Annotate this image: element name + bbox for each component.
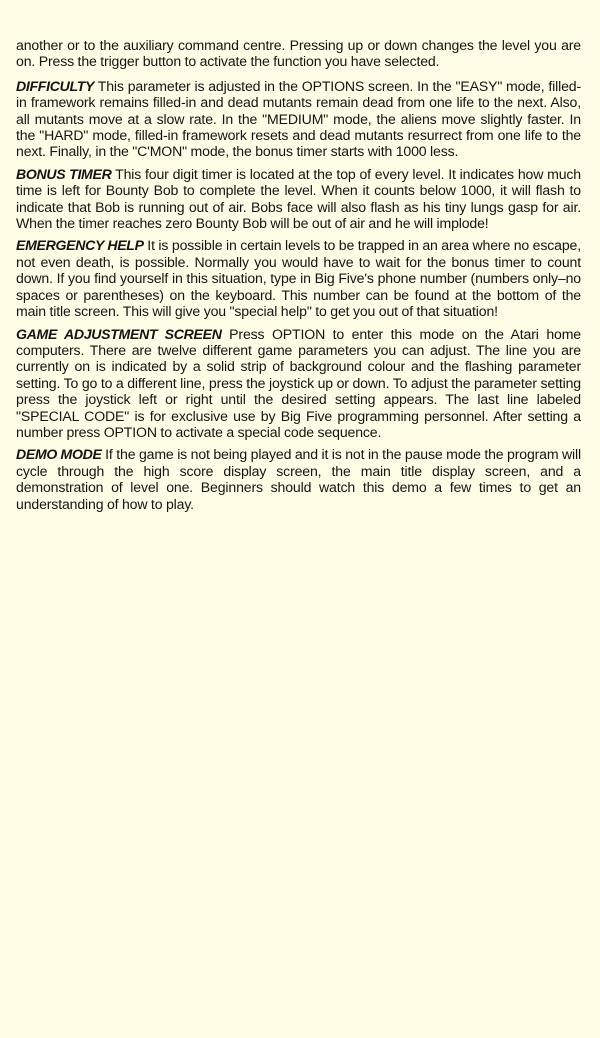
- intro-paragraph: another or to the auxiliary command centre. Pressing up or down changes the level you are on. Press the trigger button to activate the function you have selected.: [16, 37, 581, 70]
- demo-mode-section: [16, 446, 581, 512]
- section-heading-game-adjustment-screen: GAME ADJUSTMENT SCREEN: [16, 325, 222, 342]
- game-adjustment-screen-section: [16, 326, 581, 441]
- section-body-demo-mode: If the game is not being played and it is not in the pause mode the program will cycle through the high score display screen, the main title display screen, and a demonstration of level one. Beginners should watch this demo a few times to get an understanding of how to play.: [16, 446, 581, 512]
- section-body-difficulty: This parameter is adjusted in the OPTIONS screen. In the "EASY" mode, filled-in framework remains filled-in and dead mutants remain dead from one life to the next. Also, all mutants move at a slow rate. In the "MEDIUM" mode, the aliens move slightly faster. In the "HARD" mode, filled-in framework resets and dead mutants resurrect from one life to the next. Finally, in the "C'MON" mode, the bonus timer starts with 1000 less.: [16, 77, 581, 160]
- section-body-emergency-help: It is possible in certain levels to be trapped in an area where no escape, not even death, is possible. Normally you would have to wait for the bonus timer to count down. If you find yourself in this situation, type in Big Five's phone number (numbers only–no spaces or parentheses) on the keyboard. This number can be found at the bottom of the main title screen. This will give you "special help" to get you out of that situation!: [16, 237, 581, 320]
- emergency-help-section: [16, 237, 581, 319]
- text-column: [16, 37, 581, 518]
- section-heading-bonus-timer: BONUS TIMER: [16, 165, 112, 182]
- section-heading-difficulty: DIFFICULTY: [16, 77, 95, 94]
- section-heading-demo-mode: DEMO MODE: [16, 446, 102, 463]
- section-heading-emergency-help: EMERGENCY HELP: [16, 237, 144, 254]
- bonus-timer-section: [16, 166, 581, 232]
- section-body-game-adjustment-screen: Press OPTION to enter this mode on the Atari home computers. There are twelve different game parameters you can adjust. The line you are currently on is indicated by a solid strip of background colour and the flashing parameter setting. To go to a different line, press the joystick up or down. To adjust the parameter setting press the joystick left or right until the desired setting appears. The last line labeled "SPECIAL CODE" is for exclusive use by Big Five programming personnel. After setting a number press OPTION to activate a special code sequence.: [16, 325, 581, 440]
- section-body-bonus-timer: This four digit timer is located at the top of every level. It indicates how much time is left for Bounty Bob to complete the level. When it counts below 1000, it will flash to indicate that Bob is running out of air. Bobs face will also flash as his tiny lungs gasp for air. When the timer reaches zero Bounty Bob will be out of air and he will implode!: [16, 165, 581, 232]
- difficulty-section: [16, 78, 581, 160]
